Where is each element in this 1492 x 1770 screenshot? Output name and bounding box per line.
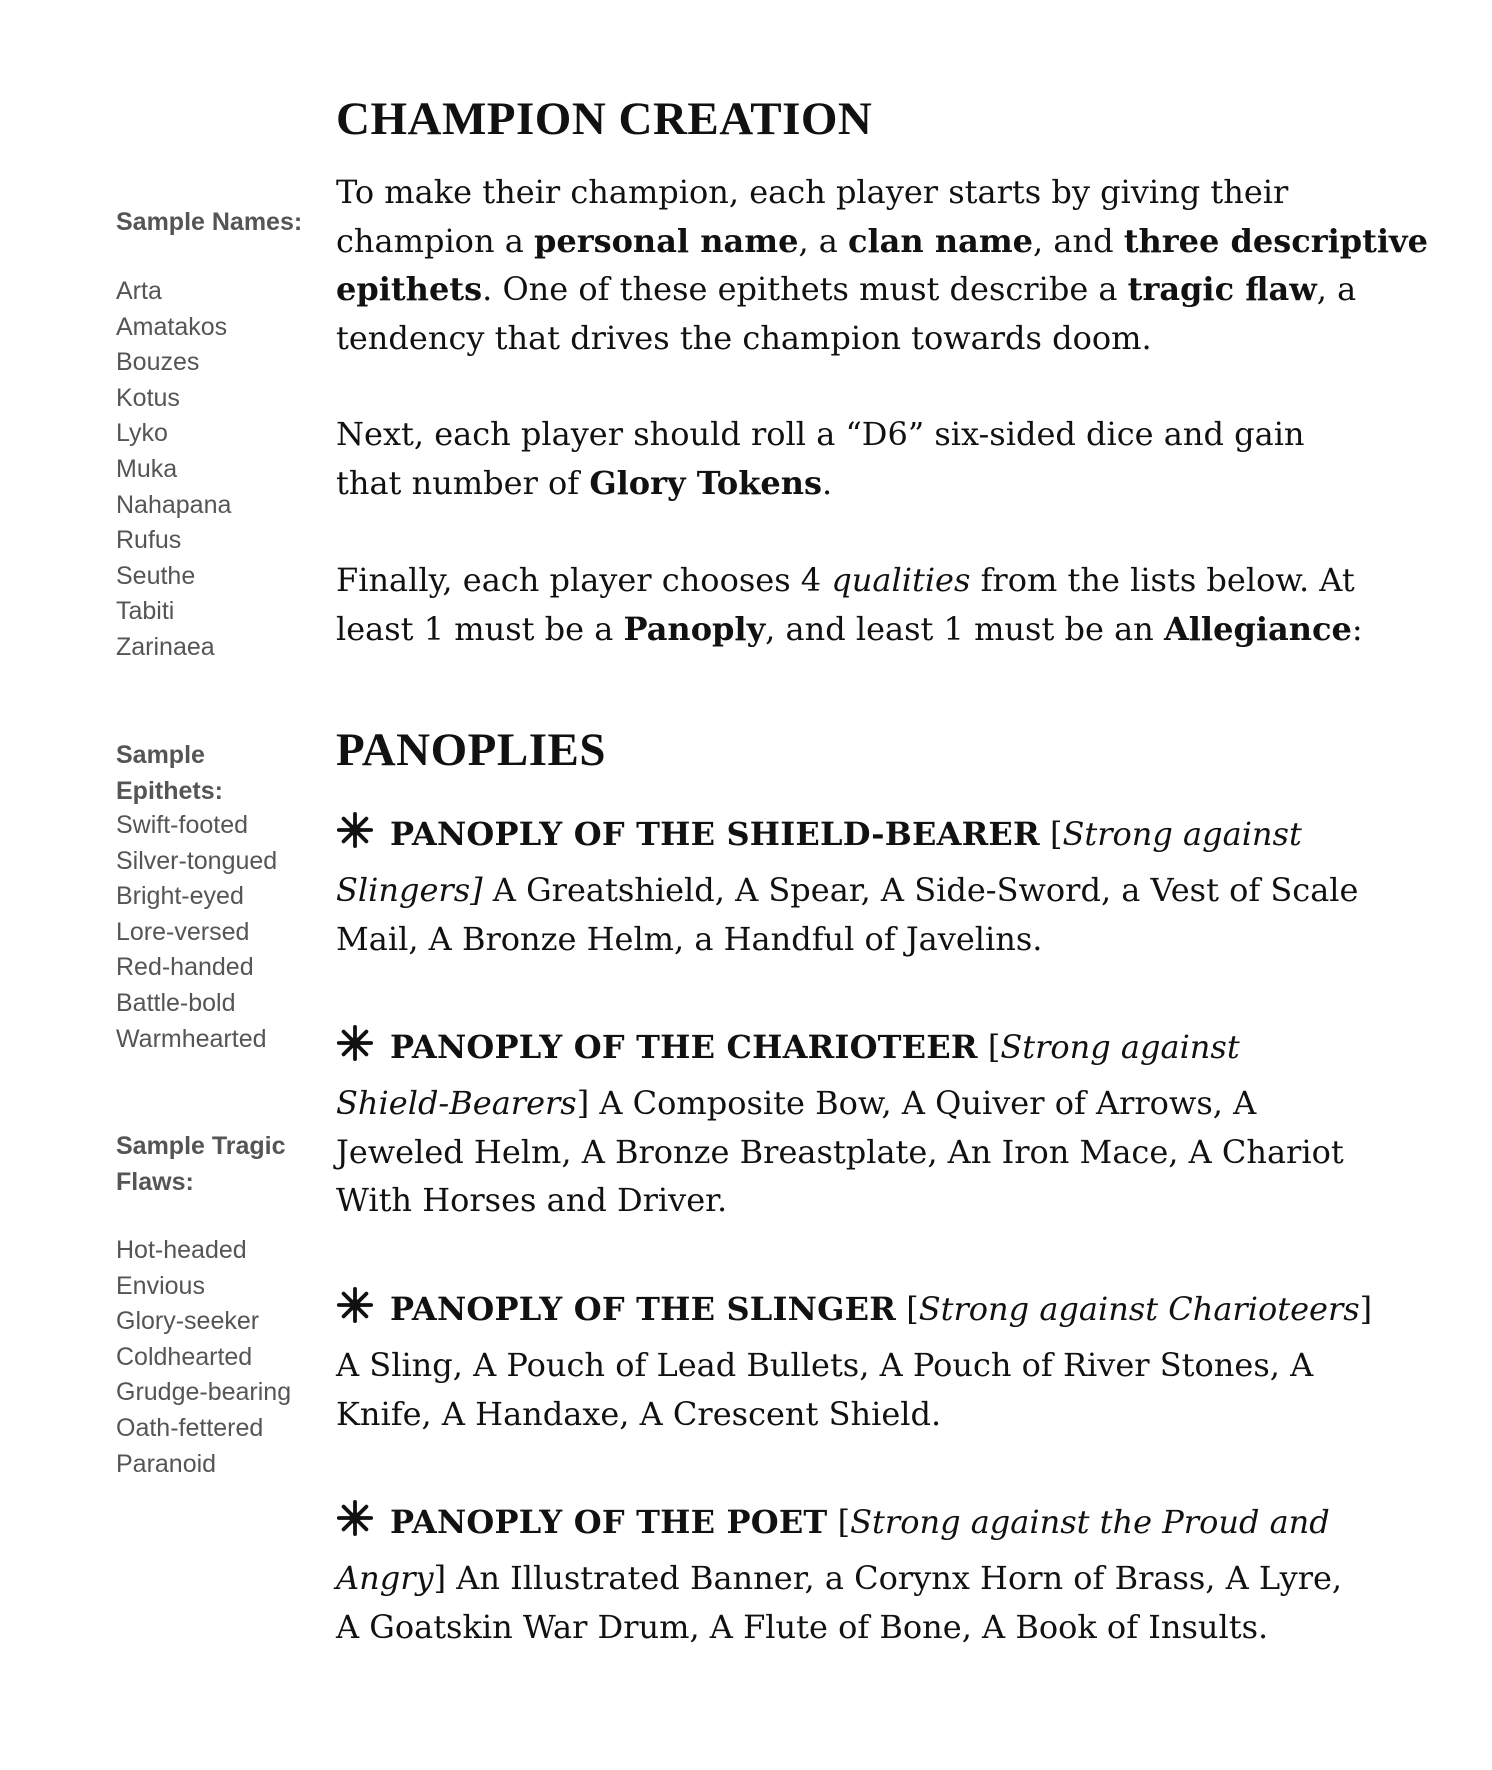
text-line: tendency that drives the champion towards doom. [336, 318, 1152, 357]
list-item: Nahapana [116, 490, 232, 519]
list-item: Oath-fettered [116, 1413, 264, 1442]
epithets-heading: Sample Epithets: [116, 741, 223, 805]
text-run: that number of [336, 463, 590, 502]
list-item: Tabiti [116, 597, 175, 626]
list-item: Bouzes [116, 348, 200, 377]
list-item: Battle-bold [116, 988, 236, 1017]
text-run: , and [1033, 221, 1124, 260]
list-item: Kotus [116, 383, 180, 412]
strong-against: Strong against [1062, 815, 1302, 853]
list-item: Paranoid [116, 1449, 217, 1478]
text-line [336, 1079, 1336, 1128]
text-line: PANOPLY OF THE SLINGER [Strong against Charioteers] [336, 1285, 1336, 1341]
text-run: : [1351, 609, 1363, 648]
text-run: least 1 must be a [336, 609, 624, 648]
text-line: A Goatskin War Drum, A Flute of Bone, A Book of Insults. [336, 1607, 1269, 1646]
asterisk-icon [336, 811, 374, 849]
panoply-charioteer [336, 1023, 1344, 1225]
flaws-list [116, 1233, 291, 1482]
list-item: Lore-versed [116, 917, 250, 946]
strong-against: Strong against Charioteers [918, 1290, 1360, 1328]
text-run: . One of these epithets must describe a [482, 270, 1128, 308]
personal-name-term: personal name [533, 221, 799, 260]
panoply-name: PANOPLY OF THE SHIELD-BEARER [390, 815, 1040, 853]
text-run: , a [798, 221, 849, 260]
panoply-poet [336, 1498, 1343, 1651]
panoply-term: Panoply [623, 609, 766, 648]
panoplies-title: PANOPLIES [336, 724, 606, 776]
names-list [116, 274, 231, 666]
text-run: from the lists below. At [970, 561, 1355, 599]
text-line [336, 459, 1336, 508]
text-line [336, 556, 1355, 605]
list-item: Warmhearted [116, 1024, 267, 1053]
text-line [336, 217, 1428, 266]
epithets-list [116, 808, 277, 1057]
text-line [336, 605, 1363, 654]
list-item: Rufus [116, 526, 182, 555]
list-item: Arta [116, 277, 162, 305]
list-item: Swift-footed [116, 811, 249, 839]
epithets-term: epithets [336, 270, 483, 308]
list-item: Grudge-bearing [116, 1378, 292, 1407]
text-run: ] An Illustrated Banner, a Corynx Horn of Brass, A Lyre, [433, 1559, 1343, 1597]
creation-paragraph-3 [336, 556, 1363, 653]
panoply-name: PANOPLY OF THE CHARIOTEER [390, 1028, 978, 1066]
list-item: Envious [116, 1271, 205, 1300]
text-run: champion a [336, 221, 534, 260]
text-line: Jeweled Helm, A Bronze Breastplate, An Iron Mace, A Chariot [336, 1132, 1344, 1171]
panoply-name: PANOPLY OF THE POET [390, 1503, 828, 1541]
text-line: A Sling, A Pouch of Lead Bullets, A Pouch of River Stones, A [336, 1346, 1314, 1384]
creation-paragraph-1 [336, 168, 1428, 362]
asterisk-icon [336, 1286, 374, 1324]
text-line: To make their champion, each player starts by giving their [336, 173, 1289, 211]
epithets-term: three descriptive [1123, 221, 1428, 260]
tragic-flaw-term: tragic flaw [1127, 270, 1317, 308]
text-run: , and least 1 must be an [765, 609, 1164, 648]
list-item: Hot-headed [116, 1236, 247, 1264]
asterisk-icon [336, 1024, 374, 1062]
strong-against: Slingers] [336, 871, 483, 909]
strong-against: Strong against [1000, 1028, 1240, 1066]
text-line: PANOPLY OF THE CHARIOTEER [Strong against [336, 1023, 1336, 1079]
qualities-term: qualities [831, 561, 971, 599]
text-run: ] A Composite Bow, A Quiver of Arrows, A [576, 1084, 1257, 1122]
text-line: Knife, A Handaxe, A Crescent Shield. [336, 1394, 942, 1433]
text-line: PANOPLY OF THE SHIELD-BEARER [Strong against [336, 810, 1336, 866]
text-line [336, 265, 1357, 314]
text-run: , a [1316, 270, 1357, 308]
allegiance-term: Allegiance [1163, 609, 1352, 648]
list-item: Zarinaea [116, 632, 215, 661]
list-item: Silver-tongued [116, 846, 278, 875]
panoply-name: PANOPLY OF THE SLINGER [390, 1290, 897, 1328]
list-item: Amatakos [116, 312, 228, 341]
strong-against: Shield-Bearers [336, 1084, 577, 1122]
text-line: With Horses and Driver. [336, 1181, 728, 1219]
list-item: Coldhearted [116, 1342, 253, 1371]
text-run: A Greatshield, A Spear, A Side-Sword, a Vest of Scale [482, 871, 1359, 909]
text-line: Mail, A Bronze Helm, a Handful of Javelins. [336, 919, 1043, 958]
text-line [336, 1554, 1343, 1603]
list-item: Glory-seeker [116, 1307, 260, 1336]
text-line: Next, each player should roll a “D6” six-sided dice and gain [336, 415, 1305, 453]
strong-against: Angry [336, 1559, 434, 1597]
list-item: Muka [116, 454, 178, 483]
clan-name-term: clan name [848, 221, 1034, 260]
panoply-shield-bearer [336, 810, 1359, 963]
flaws-heading-line1: Sample Tragic [116, 1132, 286, 1160]
names-heading: Sample Names: [116, 208, 303, 236]
text-line [336, 866, 1359, 915]
text-line: PANOPLY OF THE POET [Strong against the Proud and [336, 1498, 1336, 1554]
list-item: Seuthe [116, 561, 196, 590]
list-item: Bright-eyed [116, 882, 244, 911]
flaws-heading-line2: Flaws: [116, 1168, 194, 1196]
text-run: Finally, each player chooses 4 [336, 561, 832, 599]
strong-against: Strong against the Proud and [850, 1503, 1330, 1541]
panoply-slinger [336, 1285, 1373, 1438]
list-item: Lyko [116, 419, 168, 448]
champion-creation-title: CHAMPION CREATION [336, 93, 873, 145]
flaws-heading [116, 1128, 316, 1200]
creation-paragraph-2 [336, 410, 1336, 507]
asterisk-icon [336, 1499, 374, 1537]
list-item: Red-handed [116, 953, 254, 982]
text-run: . [822, 463, 833, 502]
glory-tokens-term: Glory Tokens [589, 463, 823, 502]
